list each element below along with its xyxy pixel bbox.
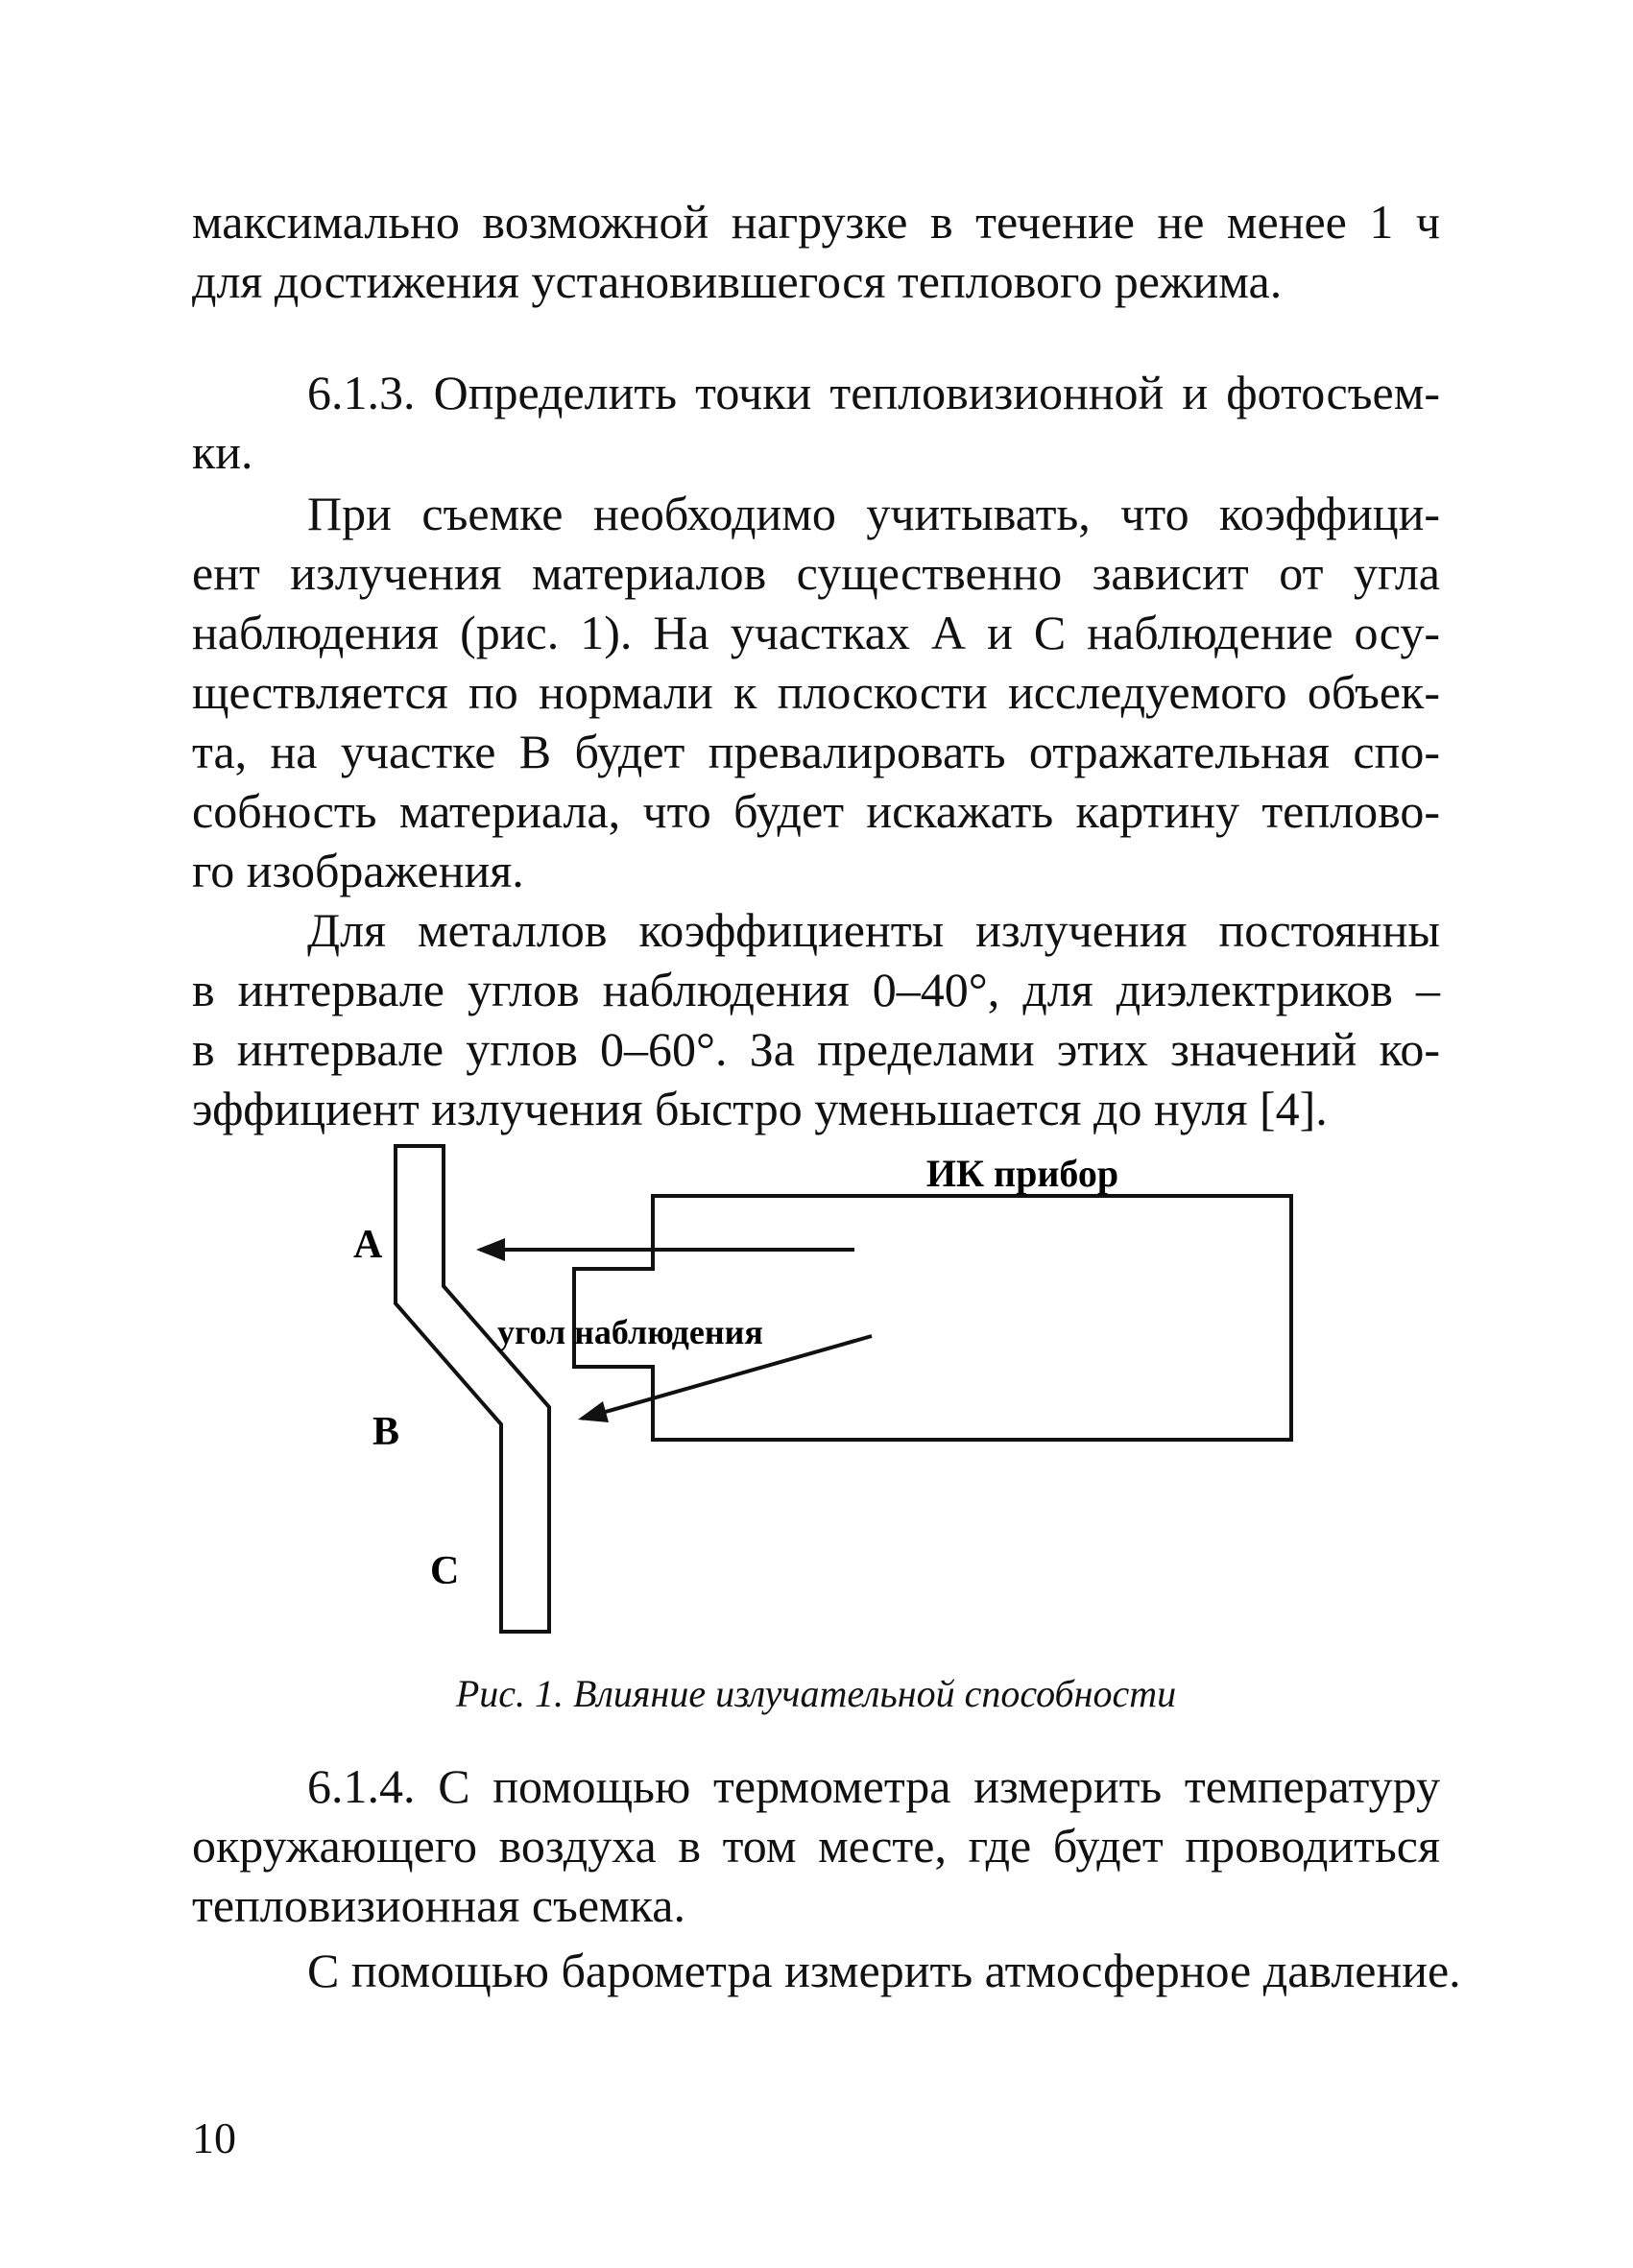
paragraph-shooting-angle bbox=[192, 484, 1440, 900]
text-line: 6.1.4. С помощью термометра измерить температуру bbox=[307, 1759, 1440, 1813]
label-angle: угол наблюдения bbox=[497, 1313, 763, 1351]
paragraph-load-continuation bbox=[192, 192, 1440, 311]
label-ir-device: ИК прибор bbox=[925, 1152, 1119, 1195]
page-number: 10 bbox=[192, 2113, 236, 2162]
arrowhead-b bbox=[578, 1401, 609, 1422]
figure-caption: Рис. 1. Влияние излучательной способности bbox=[455, 1672, 1177, 1715]
figure-emissivity-diagram bbox=[288, 1133, 1325, 1670]
label-section-a: А bbox=[353, 1223, 383, 1267]
text-line: в интервале углов наблюдения 0–40°, для диэлектриков – bbox=[192, 963, 1440, 1016]
text-line: При съемке необходимо учитывать, что коэффици- bbox=[307, 487, 1440, 540]
text-line: та, на участке В будет превалировать отражательная спо- bbox=[192, 725, 1440, 778]
text-line: тепловизионная съемка. bbox=[192, 1878, 685, 1932]
text-line: эффициент излучения быстро уменьшается до нуля [4]. bbox=[192, 1082, 1328, 1135]
text-line: ент излучения материалов существенно зависит от угла bbox=[192, 546, 1440, 600]
text-line: собность материала, что будет искажать картину теплово- bbox=[192, 784, 1440, 838]
text-line: ществляется по нормали к плоскости исследуемого объек- bbox=[192, 665, 1440, 719]
arrowhead-a bbox=[476, 1238, 505, 1261]
text-line: Для металлов коэффициенты излучения постоянны bbox=[307, 903, 1440, 957]
text-line: для достижения установившегося теплового режима. bbox=[192, 254, 1283, 308]
label-section-c: С bbox=[430, 1549, 460, 1593]
paragraph-6-1-3 bbox=[192, 363, 1440, 482]
text-line: С помощью барометра измерить атмосферное давление. bbox=[307, 1944, 1461, 1997]
text-line: максимально возможной нагрузке в течение не менее 1 ч bbox=[192, 195, 1440, 249]
text-line: 6.1.3. Определить точки тепловизионной и фотосъем- bbox=[307, 366, 1440, 419]
text-line: наблюдения (рис. 1). На участках А и С наблюдение осу- bbox=[192, 606, 1440, 659]
label-section-b: В bbox=[372, 1410, 400, 1454]
text-line: окружающего воздуха в том месте, где будет проводиться bbox=[192, 1819, 1440, 1873]
paragraph-6-1-4 bbox=[192, 1756, 1440, 1935]
paragraph-barometer bbox=[192, 1941, 1461, 2000]
text-line: ки. bbox=[192, 425, 253, 479]
surface-strip-outline bbox=[396, 1146, 549, 1632]
paragraph-metals-dielectrics bbox=[192, 900, 1440, 1138]
text-line: в интервале углов 0–60°. За пределами этих значений ко- bbox=[192, 1022, 1440, 1076]
text-line: го изображения. bbox=[192, 844, 524, 897]
